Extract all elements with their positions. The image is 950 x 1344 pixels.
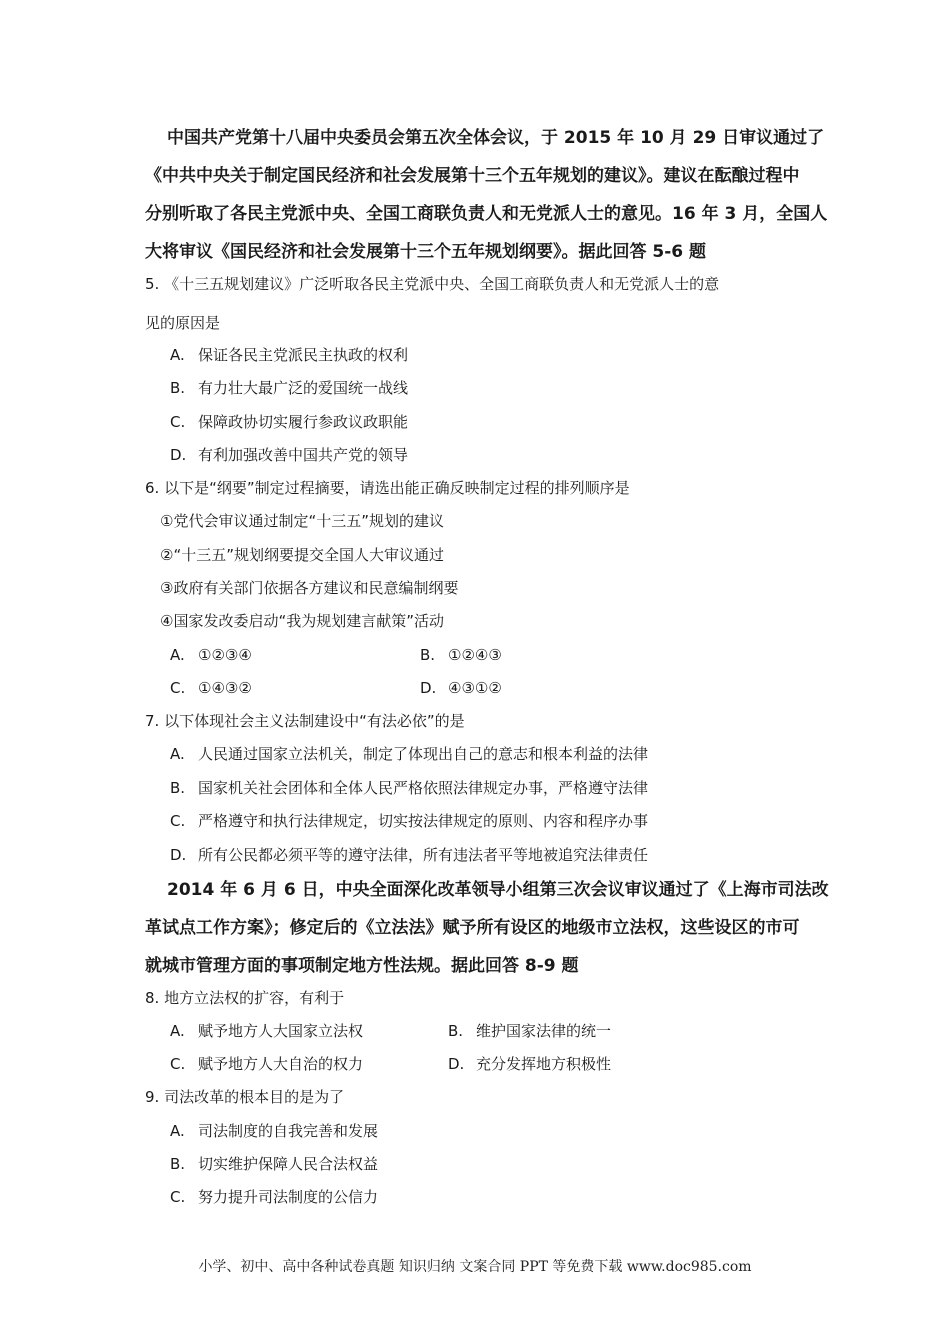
intro-2-line: 就城市管理方面的事项制定地方性法规。据此回答 8-9 题 — [145, 956, 579, 976]
option-letter: D. — [170, 446, 187, 464]
question-6-stem: 6. 以下是“纲要”制定过程摘要，请选出能正确反映制定过程的排列顺序是 — [145, 479, 630, 497]
option-letter: C. — [170, 413, 186, 431]
option-letter: B. — [170, 1155, 186, 1173]
question-7-option-c — [170, 810, 648, 832]
option-letter: B. — [420, 646, 436, 664]
question-9-option-c — [170, 1186, 378, 1208]
option-letter: A. — [170, 745, 185, 763]
question-6-item-1: ①党代会审议通过制定“十三五”规划的建议 — [160, 512, 444, 530]
question-6-option-d — [420, 677, 502, 699]
intro-passage-1 — [145, 119, 828, 271]
option-letter: C. — [170, 1055, 186, 1073]
option-letter: B. — [448, 1022, 464, 1040]
option-letter: D. — [448, 1055, 465, 1073]
option-text: ①②③④ — [198, 646, 252, 664]
option-text: 充分发挥地方积极性 — [476, 1055, 612, 1073]
question-5-stem: 5. 《十三五规划建议》广泛听取各民主党派中央、全国工商联负责人和无党派人士的意 — [145, 275, 720, 293]
question-6-option-b — [420, 644, 502, 666]
question-5-option-d — [170, 444, 408, 466]
option-letter: D. — [420, 679, 437, 697]
option-letter: A. — [170, 1122, 185, 1140]
question-6-item-3: ③政府有关部门依据各方建议和民意编制纲要 — [160, 579, 459, 597]
option-letter: A. — [170, 646, 185, 664]
option-text: 有利加强改善中国共产党的领导 — [198, 446, 409, 464]
option-text: 国家机关社会团体和全体人民严格依照法律规定办事，严格遵守法律 — [198, 779, 649, 797]
option-letter: A. — [170, 346, 185, 364]
option-text: 司法制度的自我完善和发展 — [198, 1122, 379, 1140]
option-text: 保障政协切实履行参政议政职能 — [198, 413, 409, 431]
intro-2-line: 革试点工作方案》；修定后的《立法法》赋予所有设区的地级市立法权，这些设区的市可 — [145, 918, 800, 938]
intro-1-line: 中国共产党第十八届中央委员会第五次全体会议，于 2015 年 10 月 29 日审议通过了 — [167, 128, 825, 148]
intro-1-line: 分别听取了各民主党派中央、全国工商联负责人和无党派人士的意见。16 年 3 月，全国人 — [145, 204, 828, 224]
option-letter: B. — [170, 779, 186, 797]
option-text: 所有公民都必须平等的遵守法律，所有违法者平等地被追究法律责任 — [198, 846, 649, 864]
question-6-item-4: ④国家发改委启动“我为规划建言献策”活动 — [160, 612, 444, 630]
page-footer: 小学、初中、高中各种试卷真题 知识归纳 文案合同 PPT 等免费下载 www.doc985.com — [198, 1259, 752, 1275]
question-8-option-c — [170, 1053, 363, 1075]
question-5-stem-cont: 见的原因是 — [145, 314, 221, 332]
question-7-option-a — [170, 743, 648, 765]
option-text: 有力壮大最广泛的爱国统一战线 — [198, 379, 409, 397]
question-9-stem: 9. 司法改革的根本目的是为了 — [145, 1088, 345, 1106]
option-text: 切实维护保障人民合法权益 — [198, 1155, 379, 1173]
option-text: 严格遵守和执行法律规定，切实按法律规定的原则、内容和程序办事 — [198, 812, 649, 830]
option-letter: C. — [170, 812, 186, 830]
question-9-option-b — [170, 1153, 378, 1175]
intro-passage-2 — [145, 871, 829, 985]
intro-1-line: 《中共中央关于制定国民经济和社会发展第十三个五年规划的建议》。建议在酝酿过程中 — [145, 166, 800, 186]
question-6-item-2: ②“十三五”规划纲要提交全国人大审议通过 — [160, 546, 444, 564]
option-text: ①②④③ — [448, 646, 502, 664]
question-8-option-d — [448, 1053, 611, 1075]
intro-2-line: 2014 年 6 月 6 日，中央全面深化改革领导小组第三次会议审议通过了《上海市司法改 — [167, 880, 829, 900]
option-letter: C. — [170, 679, 186, 697]
option-text: 保证各民主党派民主执政的权利 — [198, 346, 409, 364]
question-8-option-a — [170, 1020, 363, 1042]
option-text: 维护国家法律的统一 — [476, 1022, 612, 1040]
question-9-option-a — [170, 1120, 378, 1142]
option-letter: A. — [170, 1022, 185, 1040]
question-8-stem: 8. 地方立法权的扩容，有利于 — [145, 989, 345, 1007]
question-7-stem: 7. 以下体现社会主义法制建设中“有法必依”的是 — [145, 712, 465, 730]
option-letter: C. — [170, 1188, 186, 1206]
option-text: 人民通过国家立法机关，制定了体现出自己的意志和根本利益的法律 — [198, 745, 649, 763]
question-7-option-d — [170, 844, 648, 866]
question-6-option-a — [170, 644, 252, 666]
question-7-option-b — [170, 777, 648, 799]
option-text: ①④③② — [198, 679, 252, 697]
option-text: 赋予地方人大自治的权力 — [198, 1055, 364, 1073]
question-5-option-a — [170, 344, 408, 366]
option-text: 努力提升司法制度的公信力 — [198, 1188, 379, 1206]
question-5-option-b — [170, 377, 408, 399]
option-letter: B. — [170, 379, 186, 397]
option-letter: D. — [170, 846, 187, 864]
intro-1-line: 大将审议《国民经济和社会发展第十三个五年规划纲要》。据此回答 5-6 题 — [145, 242, 707, 262]
question-5-option-c — [170, 411, 408, 433]
question-8-option-b — [448, 1020, 611, 1042]
question-6-option-c — [170, 677, 252, 699]
option-text: 赋予地方人大国家立法权 — [198, 1022, 364, 1040]
option-text: ④③①② — [448, 679, 502, 697]
